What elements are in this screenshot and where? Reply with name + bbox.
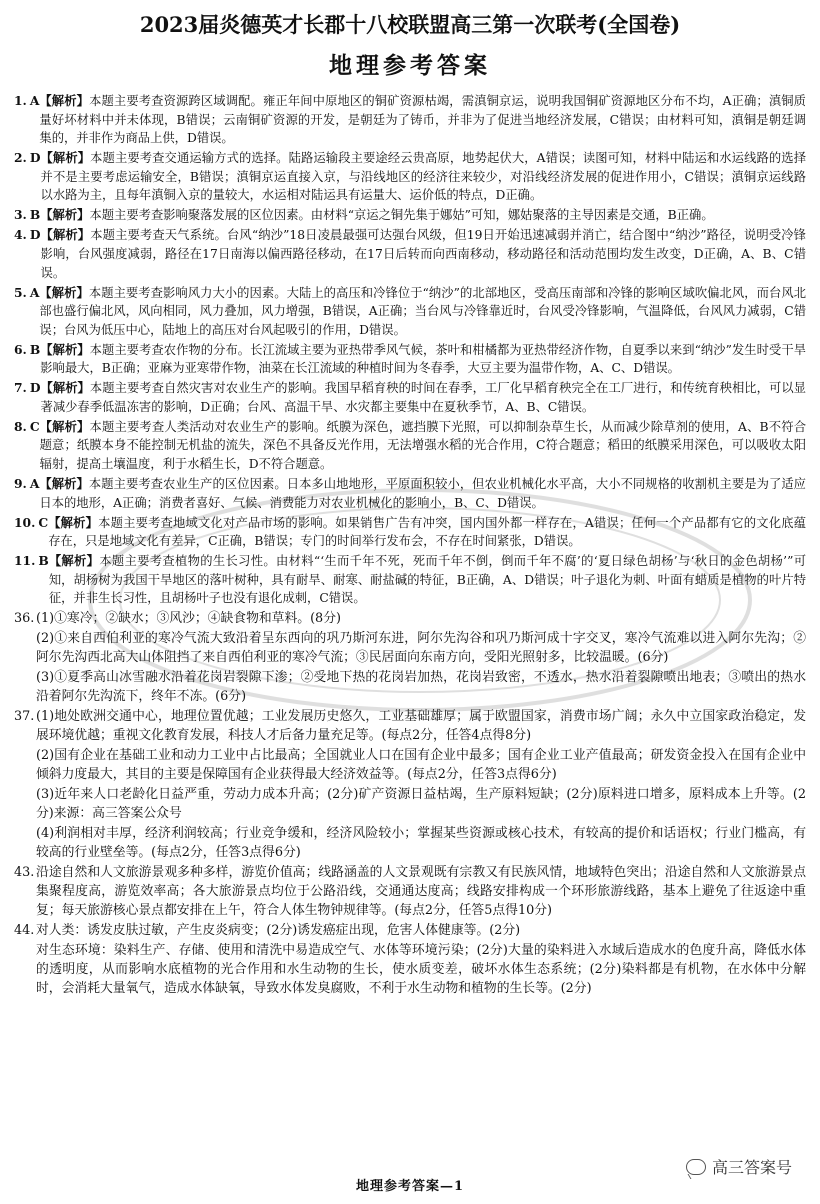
question-number — [14, 514, 48, 533]
analysis-tag: 【解析】 — [48, 514, 99, 530]
answer-letter: C — [29, 418, 40, 434]
essay-answer-text: 沿途自然和人文旅游景观多种多样，游览价值高；线路涵盖的人文景观既有宗教又有民族风情，地域特色突出；沿途自然和人文旅游景点集聚程度高，游览效率高；各大旅游景点均位于公路沿线，交通通达度高；线路安排构成一个环形旅游线路，基本上避免了往返途中重复；每天旅游核心景点都安排在上午，符合人体生物钟规律等。(每点2分，任答5点得10分) — [36, 865, 806, 919]
analysis-body: 本题主要考查影响聚落发展的区位因素。由材料“京运之铜先集于娜姑”可知，娜姑聚落的主导因素是交通，B正确。 — [89, 208, 714, 223]
answer-letter: C — [38, 514, 49, 530]
question-index: 8. — [14, 418, 27, 434]
page-footer: 地理参考答案—1 — [355, 1179, 465, 1194]
analysis-text — [39, 475, 806, 512]
essay-answer-text: (1)地处欧洲交通中心，地理位置优越；工业发展历史悠久，工业基础雄厚；属于欧盟国家，消费市场广阔；永久中立国家政治稳定，发展环境优越；重视文化教育发展，科技人才后备力量充足等。(每点2分，任答4点得8分) — [36, 709, 806, 744]
answer-item — [14, 206, 806, 225]
question-index: 4. — [14, 227, 27, 243]
answer-letter: B — [29, 207, 41, 223]
answer-item — [14, 149, 806, 205]
question-index: 3. — [14, 207, 27, 223]
essay-item — [14, 921, 806, 998]
answer-item — [14, 379, 806, 416]
essay-answer-text: 对生态环境：染料生产、存储、使用和清洗中易造成空气、水体等环境污染；(2分)大量的染料进入水域后造成水的色度升高，降低水体的透明度，从而影响水底植物的光合作用和水生动物的生长，使水质变差，破坏水体生态系统；(2分)染料都是有机物，在水体中分解时，会消耗大量氧气，造成水体缺氧，导致水体发臭腐败，不利于水生动物和植物的生长等。(2分) — [36, 943, 806, 997]
question-index: 10. — [14, 514, 36, 530]
analysis-body: 本题主要考查植物的生长习性。由材料“‘生而千年不死，死而千年不倒，倒而千年不腐’的‘夏日绿色胡杨’与‘秋日的金色胡杨’”可知，胡杨树为我国干旱地区的落叶树种，具有耐旱、耐寒、耐盐碱的特征，B正确，A、D错误；叶子退化为刺、叶面有蜡质是植物的叶片特征，并非生长习性，且胡杨叶子也没有退化成刺，C错误。 — [48, 554, 806, 606]
question-number: 37. — [14, 709, 35, 725]
question-number — [14, 284, 39, 303]
answer-key-title: 地理参考答案 — [329, 52, 491, 79]
answer-item — [14, 418, 806, 474]
question-index: 2. — [14, 150, 27, 166]
essay-answer-text: (3)①夏季高山冰雪融水沿着花岗岩裂隙下渗；②受地下热的花岗岩加热，花岗岩致密，不透水，热水沿着裂隙喷出地表；③喷出的热水沿着阿尔先沟流下，终年不冻。(6分) — [36, 670, 806, 705]
answer-letter: A — [29, 284, 40, 300]
wechat-icon — [686, 1159, 706, 1175]
analysis-body: 本题主要考查地域文化对产品市场的影响。如果销售广告有冲突，国内国外都一样存在，A错误；任何一个产品都有它的文化底蕴存在，只是地域文化有差异，C正确，B错误；专门的时间举行发布会，不存在时间紧张，D错误。 — [48, 515, 806, 549]
question-index: 6. — [14, 341, 27, 357]
analysis-tag: 【解析】 — [39, 284, 89, 300]
choice-answers — [14, 92, 806, 608]
analysis-tag: 【解析】 — [39, 93, 90, 108]
question-number: 36. — [14, 611, 35, 627]
question-number — [14, 475, 39, 494]
question-number — [14, 149, 41, 168]
analysis-text — [41, 379, 806, 416]
answer-letter: B — [29, 341, 41, 357]
analysis-text — [39, 92, 806, 148]
watermark-text: 高三答案号 — [711, 1158, 792, 1177]
essay-item — [14, 707, 806, 862]
answer-item — [14, 284, 806, 340]
essay-answer-text: (2)①来自西伯利亚的寒冷气流大致沿着呈东西向的巩乃斯河东进，阿尔先沟谷和巩乃斯河成十字交叉，寒冷气流难以进入阿尔先沟；②阿尔先沟西北高大山体阻挡了来自西伯利亚的寒冷气流；③民居面向东南方向，受阳光照射多，比较温暖。(6分) — [36, 631, 806, 666]
question-index: 1. — [14, 93, 27, 108]
analysis-text — [40, 341, 806, 378]
analysis-body: 本题主要考查资源跨区域调配。雍正年间中原地区的铜矿资源枯竭，需滇铜京运，说明我国铜矿资源地区分布不均，A正确；滇铜质量好坏材料中并未体现，B错误；云南铜矿资源的开发，是朝廷为了铸币，并非为了促进当地经济发展，C错误；由材料可知，滇铜是朝廷调集的，并非作为商品上供，D错误。 — [39, 94, 806, 146]
analysis-body: 本题主要考查人类活动对农业生产的影响。纸膜为深色，遮挡膜下光照，可以抑制杂草生长，从而减少除草剂的使用，A、B不符合题意；纸膜本身不能控制无机盐的流失，深色不具备反光作用，无法增强水稻的光合作用，C符合题意；稻田的纸膜采用深色，可以吸收太阳辐射，提高土壤温度，利于水稻生长，D不符合题意。 — [39, 419, 806, 472]
question-index: 7. — [14, 380, 27, 396]
question-number — [14, 92, 39, 111]
essay-part — [14, 921, 806, 940]
question-number — [14, 226, 41, 245]
essay-item — [14, 863, 806, 920]
essay-answer-text: 对人类：诱发皮肤过敏，产生皮炎病变；(2分)诱发癌症出现，危害人体健康等。(2分) — [36, 923, 521, 939]
analysis-text — [48, 514, 806, 551]
analysis-text — [39, 284, 806, 340]
exam-title: 2023届炎德英才长郡十八校联盟高三第一次联考(全国卷) — [139, 12, 681, 37]
answer-letter: A — [29, 93, 40, 108]
question-number: 44. — [14, 923, 35, 939]
essay-part — [14, 863, 806, 920]
analysis-body: 本题主要考查农业生产的区位因素。日本多山地地形，平原面积较小，但农业机械化水平高，大小不同规格的收割机主要是为了适应日本的地形，A正确；消费者喜好、气候、消费能力对农业机械化的影响小，B、C、D错误。 — [39, 477, 806, 510]
essay-answer-text: (4)利润相对丰厚，经济利润较高；行业竞争缓和，经济风险较小；掌握某些资源或核心技术，有较高的提价和话语权；行业门槛高，有较高的行业壁垒等。(每点2分，任答3点得6分) — [36, 826, 806, 861]
question-number — [14, 341, 40, 360]
analysis-tag: 【解析】 — [40, 227, 91, 243]
essay-part — [14, 707, 806, 745]
analysis-tag: 【解析】 — [48, 553, 100, 569]
question-number — [14, 379, 41, 398]
essay-part — [14, 941, 806, 998]
answer-letter: A — [29, 476, 40, 491]
analysis-text — [40, 206, 806, 225]
analysis-tag: 【解析】 — [40, 380, 90, 396]
analysis-body: 本题主要考查交通运输方式的选择。陆路运输段主要途经云贵高原，地势起伏大，A错误；读图可知，材料中陆运和水运线路的选择并不是主要考虑运输安全，B错误；滇铜京运直接入京，与沿线地区的经济往来较少，对沿线经济发展的促进作用小，C错误；滇铜京运线路以水路为主，且每年滇铜入京的量较大，水运相对陆运具有运量大、运价低的特点，D正确。 — [40, 151, 806, 203]
essay-item — [14, 609, 806, 706]
essay-part — [14, 609, 806, 628]
answer-letter: D — [29, 150, 41, 166]
essay-part — [14, 668, 806, 706]
essay-part — [14, 629, 806, 667]
analysis-text — [40, 418, 806, 474]
analysis-text — [41, 226, 806, 282]
essay-answer-text: (1)①寒冷；②缺水；③风沙；④缺食物和草料。(8分) — [36, 611, 341, 627]
analysis-text — [49, 552, 806, 608]
answer-letter: D — [29, 227, 41, 243]
essay-answer-text: (3)近年来人口老龄化日益严重，劳动力成本升高；(2分)矿产资源日益枯竭，生产原料短缺；(2分)原料进口增多，原料成本上升等。(2分)来源：高三答案公众号 — [36, 787, 806, 822]
question-index: 9. — [14, 476, 27, 491]
answer-item — [14, 475, 806, 512]
analysis-tag: 【解析】 — [39, 418, 90, 434]
question-number — [14, 418, 40, 437]
analysis-text — [41, 149, 806, 205]
question-index: 11. — [14, 553, 36, 569]
essay-part — [14, 746, 806, 784]
essay-answers — [14, 609, 806, 998]
answer-item — [14, 552, 806, 608]
analysis-body: 本题主要考查自然灾害对农业生产的影响。我国早稻育秧的时间在春季，工厂化早稻育秧完全在工厂进行，和传统育秧相比，可以显著减少春季低温冻害的影响，D正确；台风、高温干旱、水灾都主要集中在夏秋季节，A、B、C错误。 — [40, 381, 806, 414]
analysis-tag: 【解析】 — [40, 207, 90, 223]
analysis-tag: 【解析】 — [39, 476, 89, 491]
analysis-body: 本题主要考查影响风力大小的因素。大陆上的高压和冷锋位于“纳沙”的北部地区，受高压南部和冷锋的影响区域吹偏北风，而台风北部也盛行偏北风，风向相同，风力叠加，风力增强，B错误，A正确；当台风与冷锋靠近时，台风受冷锋影响，气温降低，台风风力减弱，C错误；台风为低压中心，陆地上的高压对台风起吸引的作用，D错误。 — [39, 285, 806, 337]
question-number: 43. — [14, 865, 35, 881]
answer-item — [14, 226, 806, 282]
answer-letter: B — [38, 553, 49, 569]
analysis-tag: 【解析】 — [40, 341, 90, 357]
question-index: 5. — [14, 284, 27, 300]
analysis-tag: 【解析】 — [40, 150, 91, 166]
answer-item — [14, 92, 806, 148]
question-number — [14, 552, 49, 571]
answer-item — [14, 514, 806, 551]
essay-part — [14, 785, 806, 823]
analysis-body: 本题主要考查农作物的分布。长江流域主要为亚热带季风气候，茶叶和柑橘都为亚热带经济作物，自夏季以来到“纳沙”发生时受干旱影响最大，B正确；亚麻为亚寒带作物，油菜在长江流域的种植时间为冬春季，大豆主要为温带作物，A、C、D错误。 — [40, 342, 806, 376]
essay-part — [14, 824, 806, 862]
question-number — [14, 206, 40, 225]
answer-letter: D — [29, 380, 41, 396]
answer-item — [14, 341, 806, 378]
analysis-body: 本题主要考查天气系统。台风“纳沙”18日凌晨最强可达强台风级，但19日开始迅速减弱并消亡，结合图中“纳沙”路径，说明受冷锋影响，台风强度减弱，路径在17日南海以偏西路径移动，在17日后转而向西南移动，移动路径和活动范围均发生改变，D正确，A、B、C错误。 — [40, 228, 806, 280]
essay-answer-text: (2)国有企业在基础工业和动力工业中占比最高；全国就业人口在国有企业中最多；国有企业工业产值最高；研发资金投入在国有企业中倾斜力度最大，其目的主要是保障国有企业获得最大经济效益等。(每点2分，任答3点得6分) — [36, 748, 806, 783]
